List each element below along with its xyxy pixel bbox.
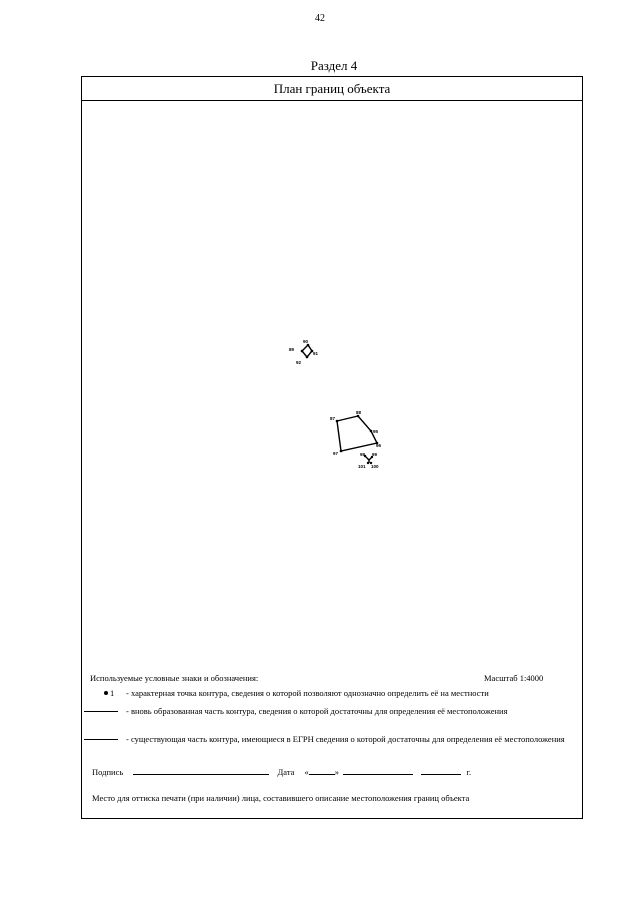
sign-label: Подпись bbox=[92, 767, 124, 777]
boundary-plan-drawing bbox=[82, 101, 582, 661]
point-symbol bbox=[82, 688, 122, 698]
point-label: 95 bbox=[373, 429, 379, 434]
solid-line-icon bbox=[84, 711, 118, 712]
legend-point-text: - характерная точка контура, сведения о которой позволяют однозначно определить её на местности bbox=[126, 688, 489, 698]
date-label: Дата bbox=[277, 767, 295, 777]
signature-blank bbox=[133, 766, 269, 775]
point-symbol-label: 1 bbox=[110, 688, 115, 698]
point-label: 91 bbox=[313, 351, 319, 356]
point-label: 88 bbox=[356, 410, 362, 415]
point-label: 101 bbox=[358, 464, 366, 469]
small-contour bbox=[289, 339, 319, 365]
point-label: 97 bbox=[333, 451, 339, 456]
point-dot-icon bbox=[104, 691, 108, 695]
point-label: 89 bbox=[289, 347, 295, 352]
legend-title: Используемые условные знаки и обозначения: bbox=[90, 673, 259, 683]
frame-title: План границ объекта bbox=[82, 77, 582, 101]
extra-points bbox=[358, 452, 379, 469]
point-label: 99 bbox=[372, 452, 378, 457]
year-blank bbox=[421, 766, 461, 775]
boundary-plan-frame bbox=[81, 76, 583, 819]
point-label: 98 bbox=[360, 452, 366, 457]
quote-close: » bbox=[334, 767, 340, 777]
point-label: 96 bbox=[376, 443, 382, 448]
line-symbol bbox=[82, 734, 122, 744]
solid-line-icon bbox=[84, 739, 118, 740]
signature-row bbox=[92, 766, 572, 777]
large-contour bbox=[330, 410, 382, 456]
legend-new-part-text: - вновь образованная часть контура, сведения о которой достаточны для определения её местоположения bbox=[126, 706, 508, 716]
page-number: 42 bbox=[315, 13, 325, 24]
day-blank bbox=[309, 766, 335, 775]
month-blank bbox=[343, 766, 413, 775]
legend-existing-part-text: - существующая часть контура, имеющиеся в ЕГРН сведения о которой достаточны для определения её местоположения bbox=[126, 734, 565, 744]
point-label: 100 bbox=[371, 464, 379, 469]
point-label: 90 bbox=[303, 339, 309, 344]
scale-label: Масштаб 1:4000 bbox=[484, 673, 544, 683]
stamp-text: Место для оттиска печати (при наличии) лица, составившего описание местоположения границ объекта bbox=[92, 793, 470, 803]
year-suffix: г. bbox=[466, 767, 472, 777]
point-label: 87 bbox=[330, 416, 336, 421]
point-label: 92 bbox=[296, 360, 302, 365]
section-title: Раздел 4 bbox=[310, 58, 358, 73]
line-symbol bbox=[82, 706, 122, 716]
quote-open: « bbox=[304, 767, 309, 777]
